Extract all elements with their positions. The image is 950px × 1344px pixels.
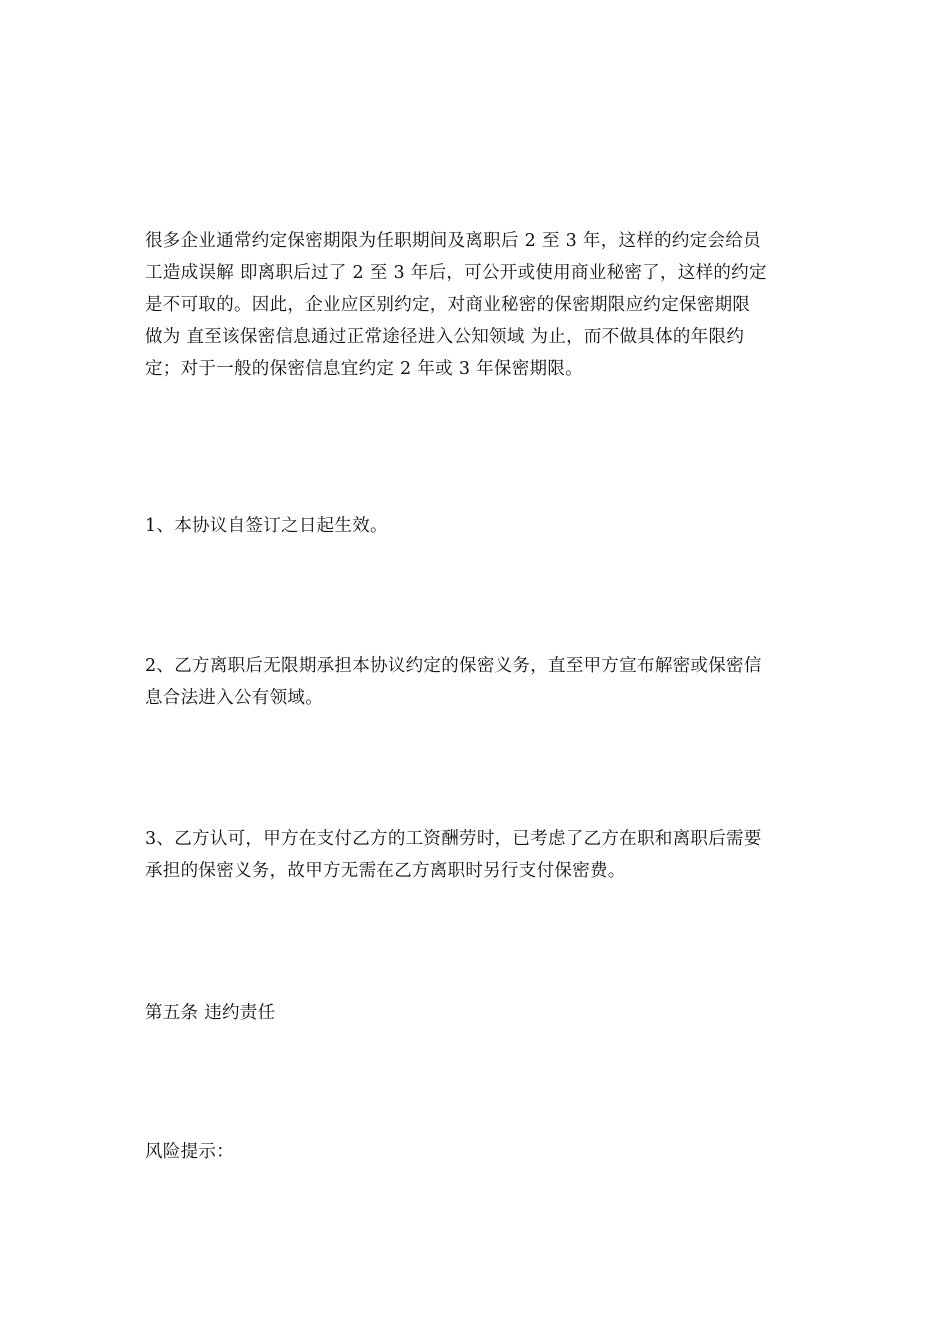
section-heading [145,997,810,1029]
text-line: 工造成误解 即离职后过了 2 至 3 年后，可公开或使用商业秘密了，这样的约定 [145,263,767,283]
text-line: 3、乙方认可，甲方在支付乙方的工资酬劳时，已考虑了乙方在职和离职后需要 [145,829,762,849]
text-line: 是不可取的。因此，企业应区别约定，对商业秘密的保密期限应约定保密期限 [145,295,751,315]
text-line: 息合法进入公有领域。 [145,688,323,708]
text-line: 风险提示： [145,1142,234,1162]
risk-tip-heading [145,1136,810,1168]
clause-1 [145,510,810,542]
clause-2 [145,650,810,714]
text-line: 做为 直至该保密信息通过正常途径进入公知领域 为止，而不做具体的年限约 [145,327,745,347]
text-line: 承担的保密义务，故甲方无需在乙方离职时另行支付保密费。 [145,861,626,881]
paragraph-confidentiality-period-note [145,225,810,385]
text-line: 定；对于一般的保密信息宜约定 2 年或 3 年保密期限。 [145,359,583,379]
text-line: 第五条 违约责任 [145,1003,276,1023]
text-line: 很多企业通常约定保密期限为任职期间及离职后 2 至 3 年，这样的约定会给员 [145,231,761,251]
text-line: 1、本协议自签订之日起生效。 [145,516,388,536]
text-line: 2、乙方离职后无限期承担本协议约定的保密义务，直至甲方宣布解密或保密信 [145,656,762,676]
clause-3 [145,823,810,887]
